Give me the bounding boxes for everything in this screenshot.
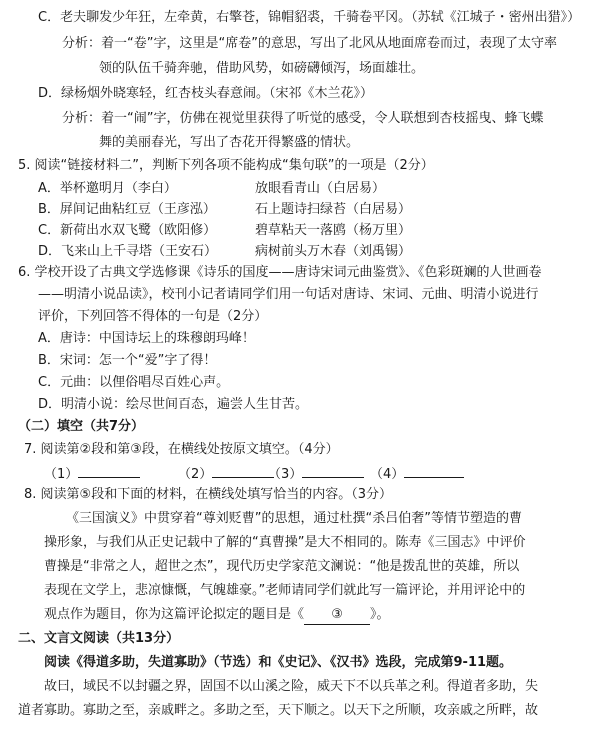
- q6-option-b: B．宋词：怎一个“爱”字了得！: [38, 353, 217, 368]
- q8-material-line-1: 《三国演义》中贯穿着“尊刘贬曹”的思想，通过杜撰“杀吕伯奢”等情节塑造的曹: [66, 511, 522, 526]
- classical-text-line-2: 道者寡助。寡助之至，亲戚畔之。多助之至，天下顺之。以天下之所顺，攻亲戚之所畔，故: [18, 703, 539, 718]
- q5-option-d-left: D．飞来山上千寻塔（王安石）: [38, 244, 218, 259]
- q7-blank-2-label: （2）: [178, 467, 213, 482]
- q8-title-prefix: 观点作为题目，你为这篇评论拟定的题目是《: [44, 607, 305, 622]
- q8-material-line-4: 表现在文学上，悲凉慷慨，气魄雄豪。”老师请同学们就此写一篇评论，并用评论中的: [44, 583, 526, 598]
- q5-option-c-left: C．新荷出水双飞鹭（欧阳修）: [38, 223, 217, 238]
- q5-option-a-right: 放眼看青山（白居易）: [255, 181, 386, 196]
- section-classical-heading: 二、文言文阅读（共13分）: [18, 631, 180, 646]
- q8-title-suffix: 》。: [370, 607, 390, 622]
- q4-option-d: D．绿杨烟外晓寒轻，红杏枝头春意闹。（宋祁《木兰花》）: [38, 86, 374, 101]
- q4-option-d-analysis-cont: 舞的美丽春光，写出了杏花开得繁盛的情状。: [99, 135, 360, 150]
- q4-option-c-analysis-cont: 领的队伍千骑奔驰，借助风势，如磅礴倾泻，场面雄壮。: [99, 61, 425, 76]
- q7-blank-4-line[interactable]: [404, 463, 464, 478]
- q7-blank-3-label: （3）: [268, 467, 303, 482]
- q7-blank-4: [370, 463, 464, 484]
- q5-option-d-right: 病树前头万木春（刘禹锡）: [255, 244, 412, 259]
- q8-material-line-5: [44, 606, 390, 625]
- q6-option-a: A．唐诗：中国诗坛上的珠穆朗玛峰！: [38, 331, 255, 346]
- q7-blank-2-line[interactable]: [212, 463, 274, 478]
- section-fill-heading: （二）填空（共7分）: [18, 419, 145, 434]
- q4-option-c-analysis: 分析：着一“卷”字，这里是“席卷”的意思，写出了北风从地面席卷而过，表现了太守率: [62, 36, 557, 51]
- q8-title-blank[interactable]: ③: [304, 606, 370, 625]
- q6-stem: 6. 学校开设了古典文学选修课《诗乐的国度——唐诗宋词元曲鉴赏》、《色彩斑斓的人世画卷: [18, 265, 542, 280]
- q5-option-c-right: 碧草粘天一落鸥（杨万里）: [255, 223, 412, 238]
- q6-option-c: C．元曲：以俚俗唱尽百姓心声。: [38, 375, 230, 390]
- section-classical-instruction: 阅读《得道多助，失道寡助》（节选）和《史记》、《汉书》选段，完成第9-11题。: [44, 655, 513, 670]
- q7-blank-3: [268, 463, 364, 484]
- q8-stem: 8. 阅读第⑤段和下面的材料，在横线处填写恰当的内容。（3分）: [24, 487, 392, 502]
- q6-option-d: D．明清小说：绘尽世间百态，遍尝人生甘苦。: [38, 397, 309, 412]
- q7-stem: 7. 阅读第②段和第③段，在横线处按原文填空。（4分）: [24, 442, 339, 457]
- q7-blank-3-line[interactable]: [302, 463, 364, 478]
- q7-blank-1-label: （1）: [44, 467, 79, 482]
- q6-stem-cont-1: ——明清小说品读》，校刊小记者请同学们用一句话对唐诗、宋词、元曲、明清小说进行: [38, 287, 539, 302]
- q7-blank-1: [44, 463, 140, 484]
- q7-blank-1-line[interactable]: [78, 463, 140, 478]
- q4-option-c: C．老夫聊发少年狂，左牵黄，右擎苍，锦帽貂裘，千骑卷平冈。（苏轼《江城子・密州出猎》）: [38, 10, 581, 25]
- q8-material-line-3: 曹操是“非常之人，超世之杰”，现代历史学家范文澜说：“他是拨乱世的英雄，所以: [44, 559, 520, 574]
- q4-option-d-analysis: 分析：着一“闹”字，仿佛在视觉里获得了听觉的感受，令人联想到杏枝摇曳、蜂飞蝶: [62, 111, 544, 126]
- classical-text-line-1: 故曰，域民不以封疆之界，固国不以山溪之险，威天下不以兵革之利。得道者多助，失: [44, 679, 539, 694]
- q5-stem: 5. 阅读“链接材料二”，判断下列各项不能构成“集句联”的一项是（2分）: [18, 158, 434, 173]
- q5-option-b-left: B．屏间记曲粘红豆（王彦泓）: [38, 202, 216, 217]
- q6-stem-cont-2: 评价，下列回答不得体的一句是（2分）: [38, 309, 268, 324]
- q5-option-b-right: 石上题诗扫绿苔（白居易）: [255, 202, 412, 217]
- q8-material-line-2: 操形象，与我们从正史记载中了解的“真曹操”是大不相同的。陈寿《三国志》中评价: [44, 535, 526, 550]
- q5-option-a-left: A．举杯邀明月（李白）: [38, 181, 177, 196]
- q7-blank-4-label: （4）: [370, 467, 405, 482]
- q7-blank-2: [178, 463, 274, 484]
